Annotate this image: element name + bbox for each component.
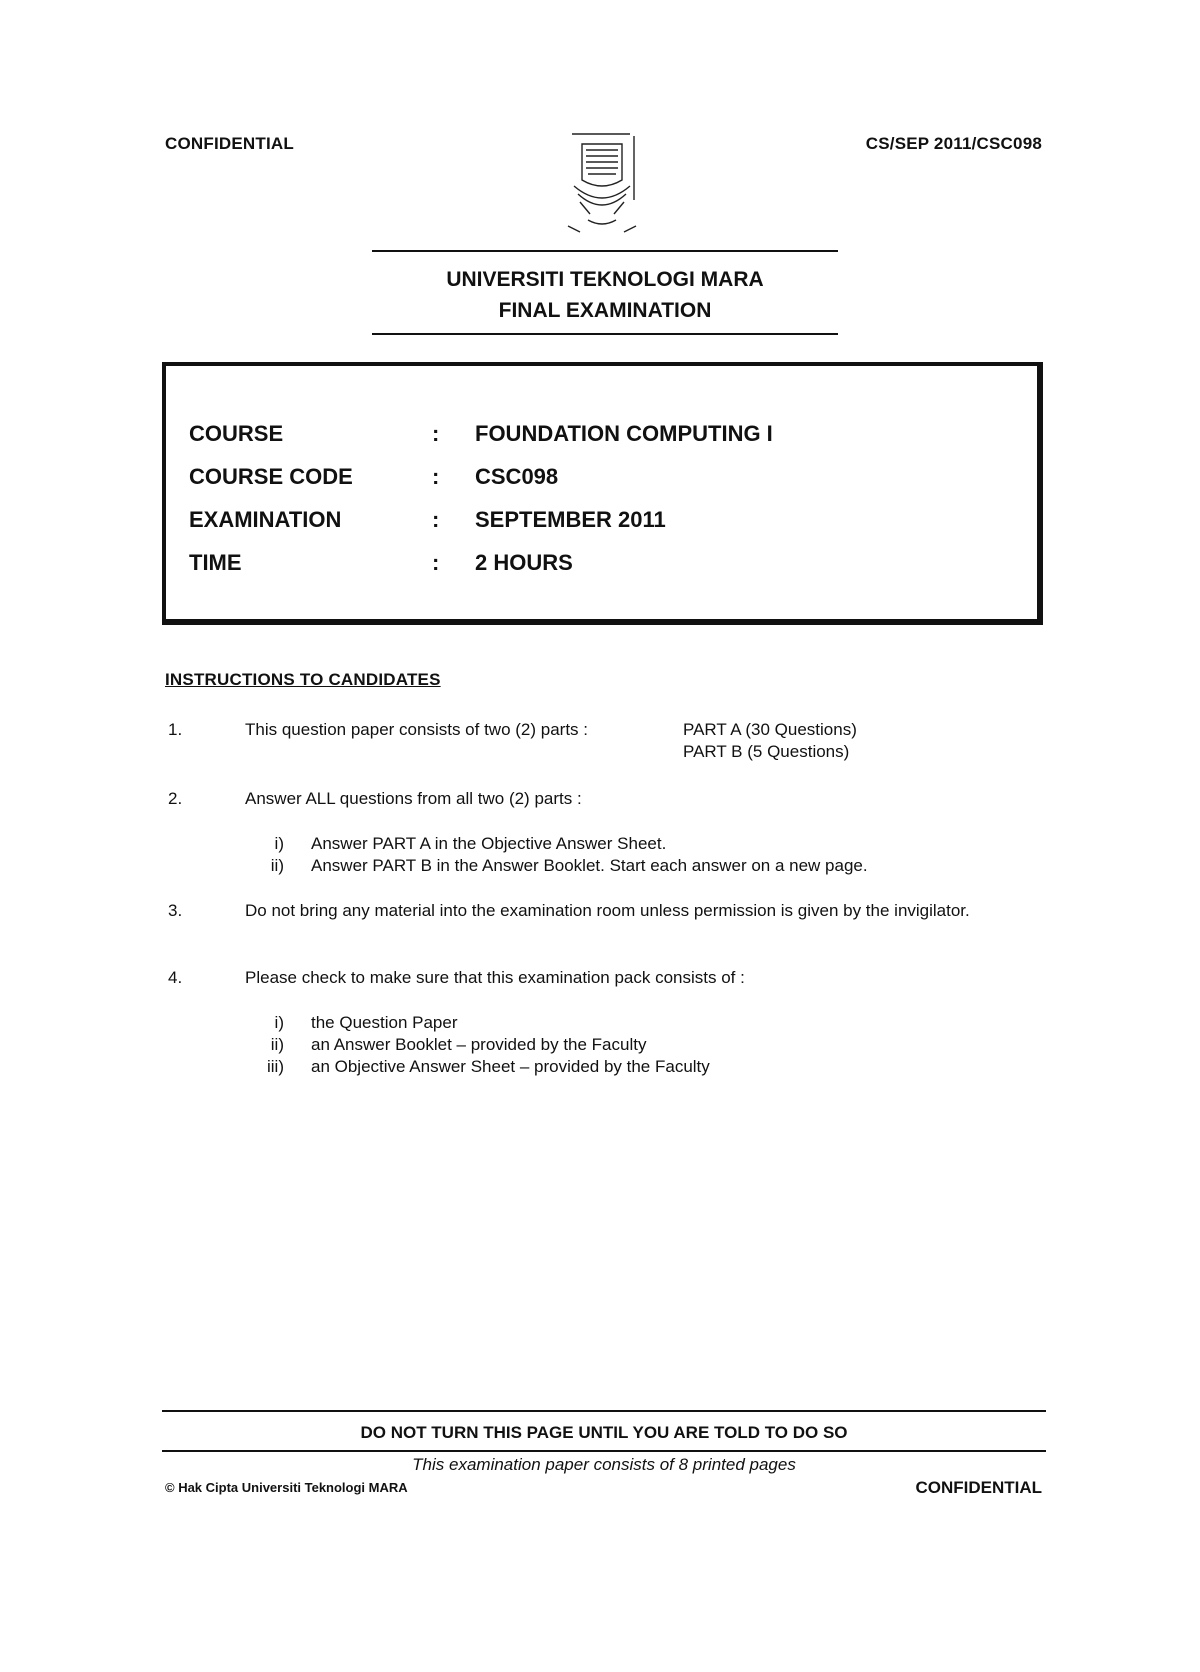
instruction-4-text: Please check to make sure that this examination pack consists of : <box>245 968 745 987</box>
title-top-rule <box>372 250 838 252</box>
do-not-turn-warning: DO NOT TURN THIS PAGE UNTIL YOU ARE TOLD TO DO SO <box>360 1423 848 1442</box>
footer-top-rule <box>162 1410 1046 1412</box>
confidential-label-top: CONFIDENTIAL <box>165 134 294 153</box>
instruction-2-sub-1-marker: i) <box>274 834 284 853</box>
instruction-1-text: This question paper consists of two (2) parts : <box>245 720 588 739</box>
instruction-1-part-b: PART B (5 Questions) <box>683 742 850 761</box>
instruction-2-text: Answer ALL questions from all two (2) parts : <box>245 789 582 808</box>
instruction-2-sub-2-marker: ii) <box>270 856 284 875</box>
course-code-value: CSC098 <box>475 464 559 489</box>
instruction-1-number: 1. <box>168 720 183 739</box>
footer-bottom-rule <box>162 1450 1046 1452</box>
university-name: UNIVERSITI TEKNOLOGI MARA <box>446 268 764 291</box>
instruction-4-sub-1-text: the Question Paper <box>311 1013 458 1032</box>
course-code-label: COURSE CODE <box>189 464 353 489</box>
instruction-4-number: 4. <box>168 968 183 987</box>
instruction-3-text: Do not bring any material into the examination room unless permission is given by the invigilator. <box>245 901 970 920</box>
examination-value: SEPTEMBER 2011 <box>475 507 666 532</box>
course-value: FOUNDATION COMPUTING I <box>475 421 773 446</box>
confidential-label-bottom: CONFIDENTIAL <box>915 1478 1042 1497</box>
instruction-4-sub-3-text: an Objective Answer Sheet – provided by the Faculty <box>311 1057 710 1076</box>
paper-code-label: CS/SEP 2011/CSC098 <box>865 134 1042 153</box>
title-block <box>372 264 838 326</box>
course-details-box <box>162 362 1043 625</box>
course-label: COURSE <box>189 421 284 446</box>
time-value: 2 HOURS <box>475 550 573 575</box>
examination-label: EXAMINATION <box>189 507 342 532</box>
examination-separator: : <box>432 507 440 532</box>
course-code-separator: : <box>432 464 440 489</box>
instruction-1-part-a: PART A (30 Questions) <box>683 720 857 739</box>
copyright-notice: © Hak Cipta Universiti Teknologi MARA <box>165 1480 408 1495</box>
instruction-2-sub-1-text: Answer PART A in the Objective Answer Sheet. <box>311 834 667 853</box>
title-bottom-rule <box>372 333 838 335</box>
instruction-4-sub-2-text: an Answer Booklet – provided by the Faculty <box>311 1035 647 1054</box>
time-label: TIME <box>189 550 242 575</box>
university-crest-icon <box>560 130 644 242</box>
exam-type: FINAL EXAMINATION <box>498 299 712 322</box>
instruction-4-sub-2-marker: ii) <box>270 1035 284 1054</box>
instruction-2-sub-2-text: Answer PART B in the Answer Booklet. Start each answer on a new page. <box>311 856 868 875</box>
course-separator: : <box>432 421 440 446</box>
instruction-3-number: 3. <box>168 901 183 920</box>
instruction-4-sub-3-marker: iii) <box>267 1057 284 1076</box>
page-count-note: This examination paper consists of 8 printed pages <box>412 1455 796 1474</box>
instructions-heading: INSTRUCTIONS TO CANDIDATES <box>165 670 441 689</box>
instruction-2-number: 2. <box>168 789 183 808</box>
time-separator: : <box>432 550 440 575</box>
instruction-4-sub-1-marker: i) <box>274 1013 284 1032</box>
